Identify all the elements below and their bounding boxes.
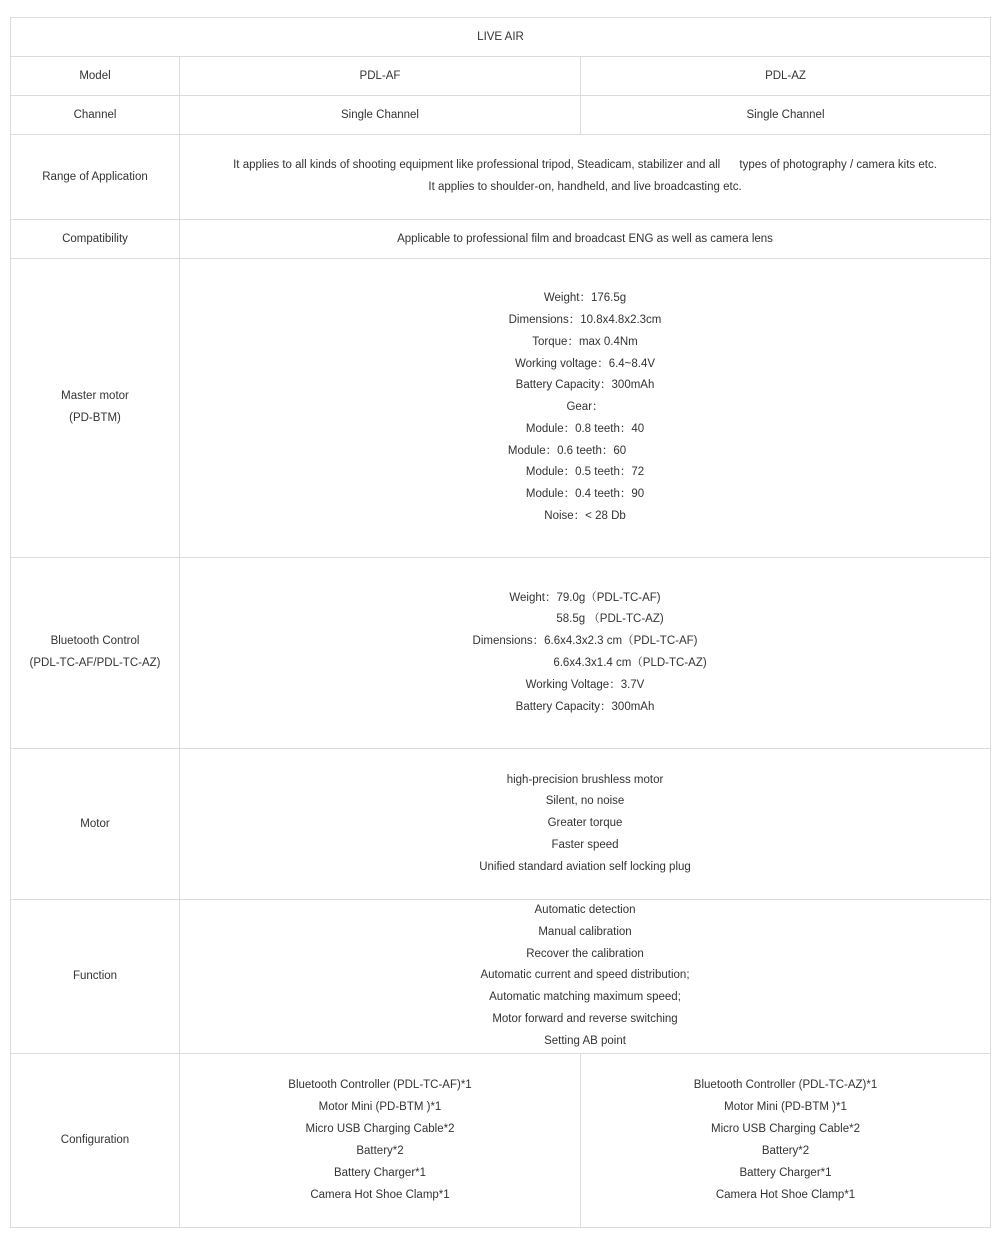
compatibility-row [11,220,991,259]
config-item: Motor Mini (PD-BTM )*1 [724,1101,847,1114]
configuration-row [11,1053,991,1227]
spec-line: Manual calibration [538,925,632,938]
spec-line: Torque：max 0.4Nm [532,335,638,348]
spec-line: Automatic current and speed distribution; [480,969,690,982]
config-item: Camera Hot Shoe Clamp*1 [715,1189,856,1202]
motor-row [11,749,991,900]
configuration-az [581,1053,991,1227]
model-label: Model [11,57,180,96]
bluetooth-value [180,558,991,749]
spec-line: Weight：79.0g（PDL-TC-AF) [509,591,661,604]
channel-af: Single Channel [180,96,581,135]
function-row [11,900,991,1054]
range-label: Range of Application [11,135,180,220]
spec-line: Motor forward and reverse switching [492,1012,678,1025]
master-motor-row [11,259,991,558]
master-motor-label-line: Master motor [61,390,129,403]
table-title: LIVE AIR [11,18,991,57]
compatibility-label: Compatibility [11,220,180,259]
channel-label: Channel [11,96,180,135]
spec-line: Dimensions：10.8x4.8x2.3cm [508,313,662,326]
config-item: Bluetooth Controller (PDL-TC-AZ)*1 [693,1079,878,1092]
range-row [11,135,991,220]
spec-line: Working voltage：6.4~8.4V [514,357,656,370]
spec-line: Battery Capacity：300mAh [515,379,655,392]
model-af: PDL-AF [180,57,581,96]
bluetooth-label [11,558,180,749]
spec-line: Working Voltage：3.7V [525,678,645,691]
spec-line: Module：0.6 teeth：60 [507,444,627,457]
spec-line: Setting AB point [544,1034,626,1047]
spec-line: high-precision brushless motor [506,773,664,786]
spec-line: Recover the calibration [526,947,644,960]
spec-line: Gear： [566,401,604,414]
spec-line: Module：0.5 teeth：72 [525,466,645,479]
compatibility-value: Applicable to professional film and broadcast ENG as well as camera lens [180,220,991,259]
spec-line: Module：0.8 teeth：40 [525,422,645,435]
spec-line: Dimensions：6.6x4.3x2.3 cm（PDL-TC-AF) [472,635,698,648]
title-row [11,18,991,57]
configuration-af [180,1053,581,1227]
spec-line: Automatic detection [534,904,636,916]
spec-line: Faster speed [551,838,619,851]
config-item: Battery Charger*1 [739,1167,832,1180]
bluetooth-label-line: Bluetooth Control [50,635,140,648]
spec-line: 6.6x4.3x1.4 cm（PLD-TC-AZ) [553,657,707,669]
motor-label: Motor [11,749,180,900]
config-item: Battery*2 [356,1145,404,1158]
bluetooth-row [11,558,991,749]
spec-line: Module：0.4 teeth：90 [525,488,645,501]
spec-line: Greater torque [547,817,623,830]
spec-line: Silent, no noise [545,795,625,808]
motor-value [180,749,991,900]
master-motor-value [180,259,991,558]
spec-line: Battery Capacity：300mAh [515,700,655,713]
spec-line: Weight：176.5g [543,292,627,305]
function-label: Function [11,900,180,1054]
spec-line: 58.5g （PDL-TC-AZ) [556,613,664,626]
config-item: Bluetooth Controller (PDL-TC-AF)*1 [288,1079,472,1092]
config-item: Camera Hot Shoe Clamp*1 [310,1189,450,1202]
bluetooth-label-line: (PDL-TC-AF/PDL-TC-AZ) [29,657,161,669]
model-row [11,57,991,96]
channel-az: Single Channel [581,96,991,135]
range-line: It applies to shoulder-on, handheld, and live broadcasting etc. [428,181,742,193]
function-value [180,900,991,1054]
master-motor-label-line: (PD-BTM) [69,412,121,424]
spec-line: Automatic matching maximum speed; [489,991,681,1004]
range-line: It applies to all kinds of shooting equipment like professional tripod, Steadicam, stabilizer and all types of photography / camera kits etc. [233,159,937,172]
config-item: Motor Mini (PD-BTM )*1 [318,1101,442,1114]
model-az: PDL-AZ [581,57,991,96]
config-item: Battery*2 [761,1145,810,1158]
spec-line: Noise：< 28 Db [544,510,626,523]
spec-table [10,17,991,1228]
master-motor-label [11,259,180,558]
range-value [180,135,991,220]
config-item: Battery Charger*1 [333,1167,427,1180]
config-item: Micro USB Charging Cable*2 [711,1123,860,1136]
channel-row [11,96,991,135]
config-item: Micro USB Charging Cable*2 [305,1123,455,1136]
spec-line: Unified standard aviation self locking plug [479,860,691,873]
configuration-label: Configuration [11,1053,180,1227]
